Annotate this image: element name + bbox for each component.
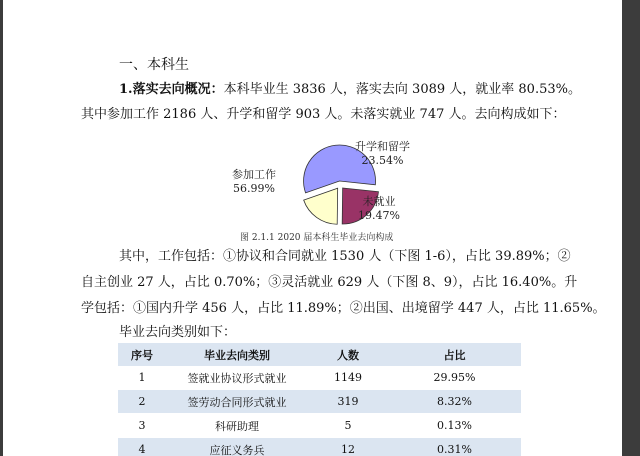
pie-slice-unemployed <box>304 188 338 224</box>
cell-percent: 8.32% <box>388 390 521 414</box>
cell-percent: 0.13% <box>388 414 521 438</box>
header-count: 人数 <box>308 343 388 366</box>
paragraph-line-1: 其中，工作包括：①协议和合同就业 1530 人（下图 1-6），占比 39.89%；② <box>119 249 571 264</box>
cell-count: 5 <box>308 414 388 438</box>
cell-percent: 29.95% <box>388 366 521 390</box>
summary-text: 本科毕业生 3836 人，落实去向 3089 人，就业率 80.53%。 <box>223 82 581 97</box>
cell-count: 1149 <box>308 366 388 390</box>
header-category: 毕业去向类别 <box>166 343 308 366</box>
table-header-row <box>118 343 521 366</box>
pie-label-work-name: 参加工作 <box>232 168 276 181</box>
paragraph-line-2: 自主创业 27 人，占比 0.70%；③灵活就业 629 人（下图 8、9），占比 16.40%。升 <box>81 275 578 290</box>
table-row <box>118 390 521 414</box>
pie-label-unemployed-name: 未就业 <box>362 195 396 208</box>
header-percent: 占比 <box>388 343 521 366</box>
pie-label-work <box>232 168 276 196</box>
pie-label-work-value: 56.99% <box>233 182 275 195</box>
cell-index: 2 <box>118 390 166 414</box>
summary-line-2: 其中参加工作 2186 人、升学和留学 903 人。未落实就业 747 人。去向构成如下： <box>81 107 566 122</box>
cell-index: 4 <box>118 438 166 456</box>
table-row <box>118 414 521 438</box>
viewer-right-edge <box>622 0 640 456</box>
cell-index: 3 <box>118 414 166 438</box>
pie-label-study <box>355 140 410 168</box>
destination-table <box>118 343 521 456</box>
pie-label-study-name: 升学和留学 <box>355 140 410 153</box>
table-intro: 毕业去向类别如下： <box>119 325 237 340</box>
table-row <box>118 438 521 456</box>
summary-paragraph <box>119 82 581 98</box>
paragraph-line-3: 学包括：①国内升学 456 人，占比 11.89%；②出国、出境留学 447 人，占比 11.65%。 <box>81 301 606 316</box>
cell-category: 签就业协议形式就业 <box>166 366 308 390</box>
viewer-left-edge <box>0 0 3 456</box>
cell-category: 应征义务兵 <box>166 438 308 456</box>
pie-label-unemployed-value: 19.47% <box>358 209 400 222</box>
cell-index: 1 <box>118 366 166 390</box>
cell-count: 319 <box>308 390 388 414</box>
cell-percent: 0.31% <box>388 438 521 456</box>
section-heading: 一、本科生 <box>119 57 189 73</box>
header-index: 序号 <box>118 343 166 366</box>
pie-label-study-value: 23.54% <box>361 154 404 167</box>
cell-category: 科研助理 <box>166 414 308 438</box>
summary-label: 1.落实去向概况： <box>119 82 224 97</box>
cell-category: 签劳动合同形式就业 <box>166 390 308 414</box>
table-row <box>118 366 521 390</box>
pie-label-unemployed <box>358 195 400 223</box>
cell-count: 12 <box>308 438 388 456</box>
figure-caption: 图 2.1.1 2020 届本科生毕业去向构成 <box>240 233 394 243</box>
